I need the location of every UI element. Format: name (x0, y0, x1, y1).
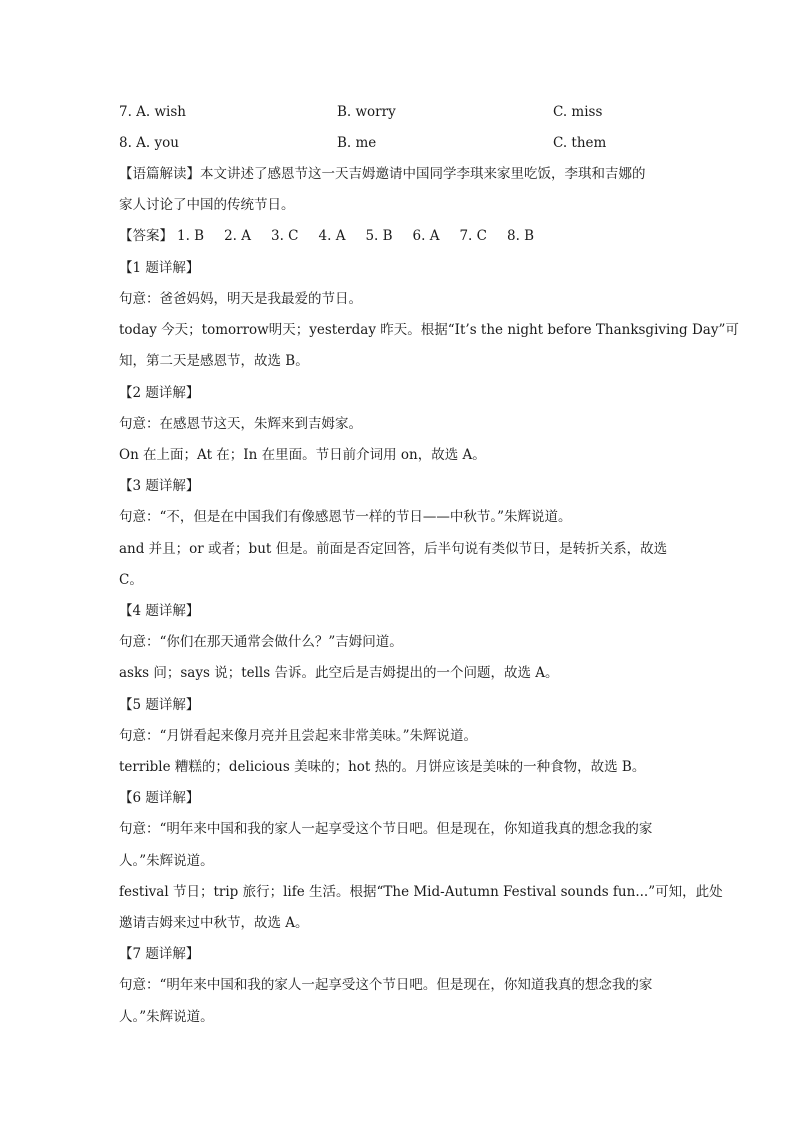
answer-item: 4. A (318, 228, 346, 244)
section-heading: 【6 题详解】 (119, 790, 200, 806)
section-line: 句意：“月饼看起来像月亮并且尝起来非常美味。”朱辉说道。 (119, 728, 478, 744)
section-heading: 【4 题详解】 (119, 603, 200, 619)
section-line: asks 问；says 说；tells 告诉。此空后是吉姆提出的一个问题，故选 A。 (119, 665, 559, 681)
section-heading: 【7 题详解】 (119, 946, 200, 962)
intro-label: 【语篇解读】 (119, 166, 200, 182)
section-line: terrible 糟糕的；delicious 美味的；hot 热的。月饼应该是美味的一种食物，故选 B。 (119, 759, 646, 775)
section-heading: 【2 题详解】 (119, 385, 200, 401)
answer-item: 2. A (224, 228, 252, 244)
option-c: C. miss (553, 104, 603, 120)
section-line: and 并且；or 或者；but 但是。前面是否定回答，后半句说有类似节日，是转折关系，故选 (119, 541, 668, 557)
answer-item: 3. C (271, 228, 299, 244)
section-line: 句意：“明年来中国和我的家人一起享受这个节日吧。但是现在，你知道我真的想念我的家 (119, 821, 653, 837)
option-b: B. worry (337, 104, 396, 120)
section-line: today 今天；tomorrow明天；yesterday 昨天。根据“It’s the night before Thanksgiving Day”可 (119, 322, 739, 338)
section-line: 知，第二天是感恩节，故选 B。 (119, 353, 309, 369)
option-row-8 (119, 133, 679, 153)
option-row-7 (119, 102, 679, 122)
answer-key (119, 226, 679, 246)
section-line: 人。”朱辉说道。 (119, 853, 214, 869)
section-line: 句意：“明年来中国和我的家人一起享受这个节日吧。但是现在，你知道我真的想念我的家 (119, 977, 653, 993)
option-b: B. me (337, 135, 377, 151)
option-c: C. them (553, 135, 607, 151)
section-line: 句意：“你们在那天通常会做什么？”吉姆问道。 (119, 634, 403, 650)
section-heading: 【1 题详解】 (119, 260, 200, 276)
intro-line-1 (119, 164, 679, 184)
section-line: 邀请吉姆来过中秋节，故选 A。 (119, 915, 309, 931)
answer-item: 6. A (412, 228, 440, 244)
answer-item: 1. B (177, 228, 205, 244)
answer-item: 8. B (506, 228, 535, 244)
section-heading: 【3 题详解】 (119, 478, 200, 494)
section-line: C。 (119, 572, 143, 588)
section-line: 句意：“不，但是在中国我们有像感恩节一样的节日——中秋节。”朱辉说道。 (119, 509, 572, 525)
section-line: 人。”朱辉说道。 (119, 1009, 214, 1025)
section-line: 句意：在感恩节这天，朱辉来到吉姆家。 (119, 416, 362, 432)
answer-item: 7. C (459, 228, 487, 244)
section-line: festival 节日；trip 旅行；life 生活。根据“The Mid-Autumn Festival sounds fun...”可知，此处 (119, 884, 723, 900)
intro-text: 本文讲述了感恩节这一天吉姆邀请中国同学李琪来家里吃饭，李琪和吉娜的 (200, 166, 646, 182)
section-line: 句意：爸爸妈妈，明天是我最爱的节日。 (119, 291, 362, 307)
section-heading: 【5 题详解】 (119, 697, 200, 713)
option-a: 8. A. you (119, 135, 179, 151)
intro-line-2: 家人讨论了中国的传统节日。 (119, 197, 295, 213)
answer-label: 【答案】 (119, 228, 173, 244)
answer-item: 5. B (365, 228, 393, 244)
option-a: 7. A. wish (119, 104, 186, 120)
section-line: On 在上面；At 在；In 在里面。节日前介词用 on，故选 A。 (119, 447, 486, 463)
